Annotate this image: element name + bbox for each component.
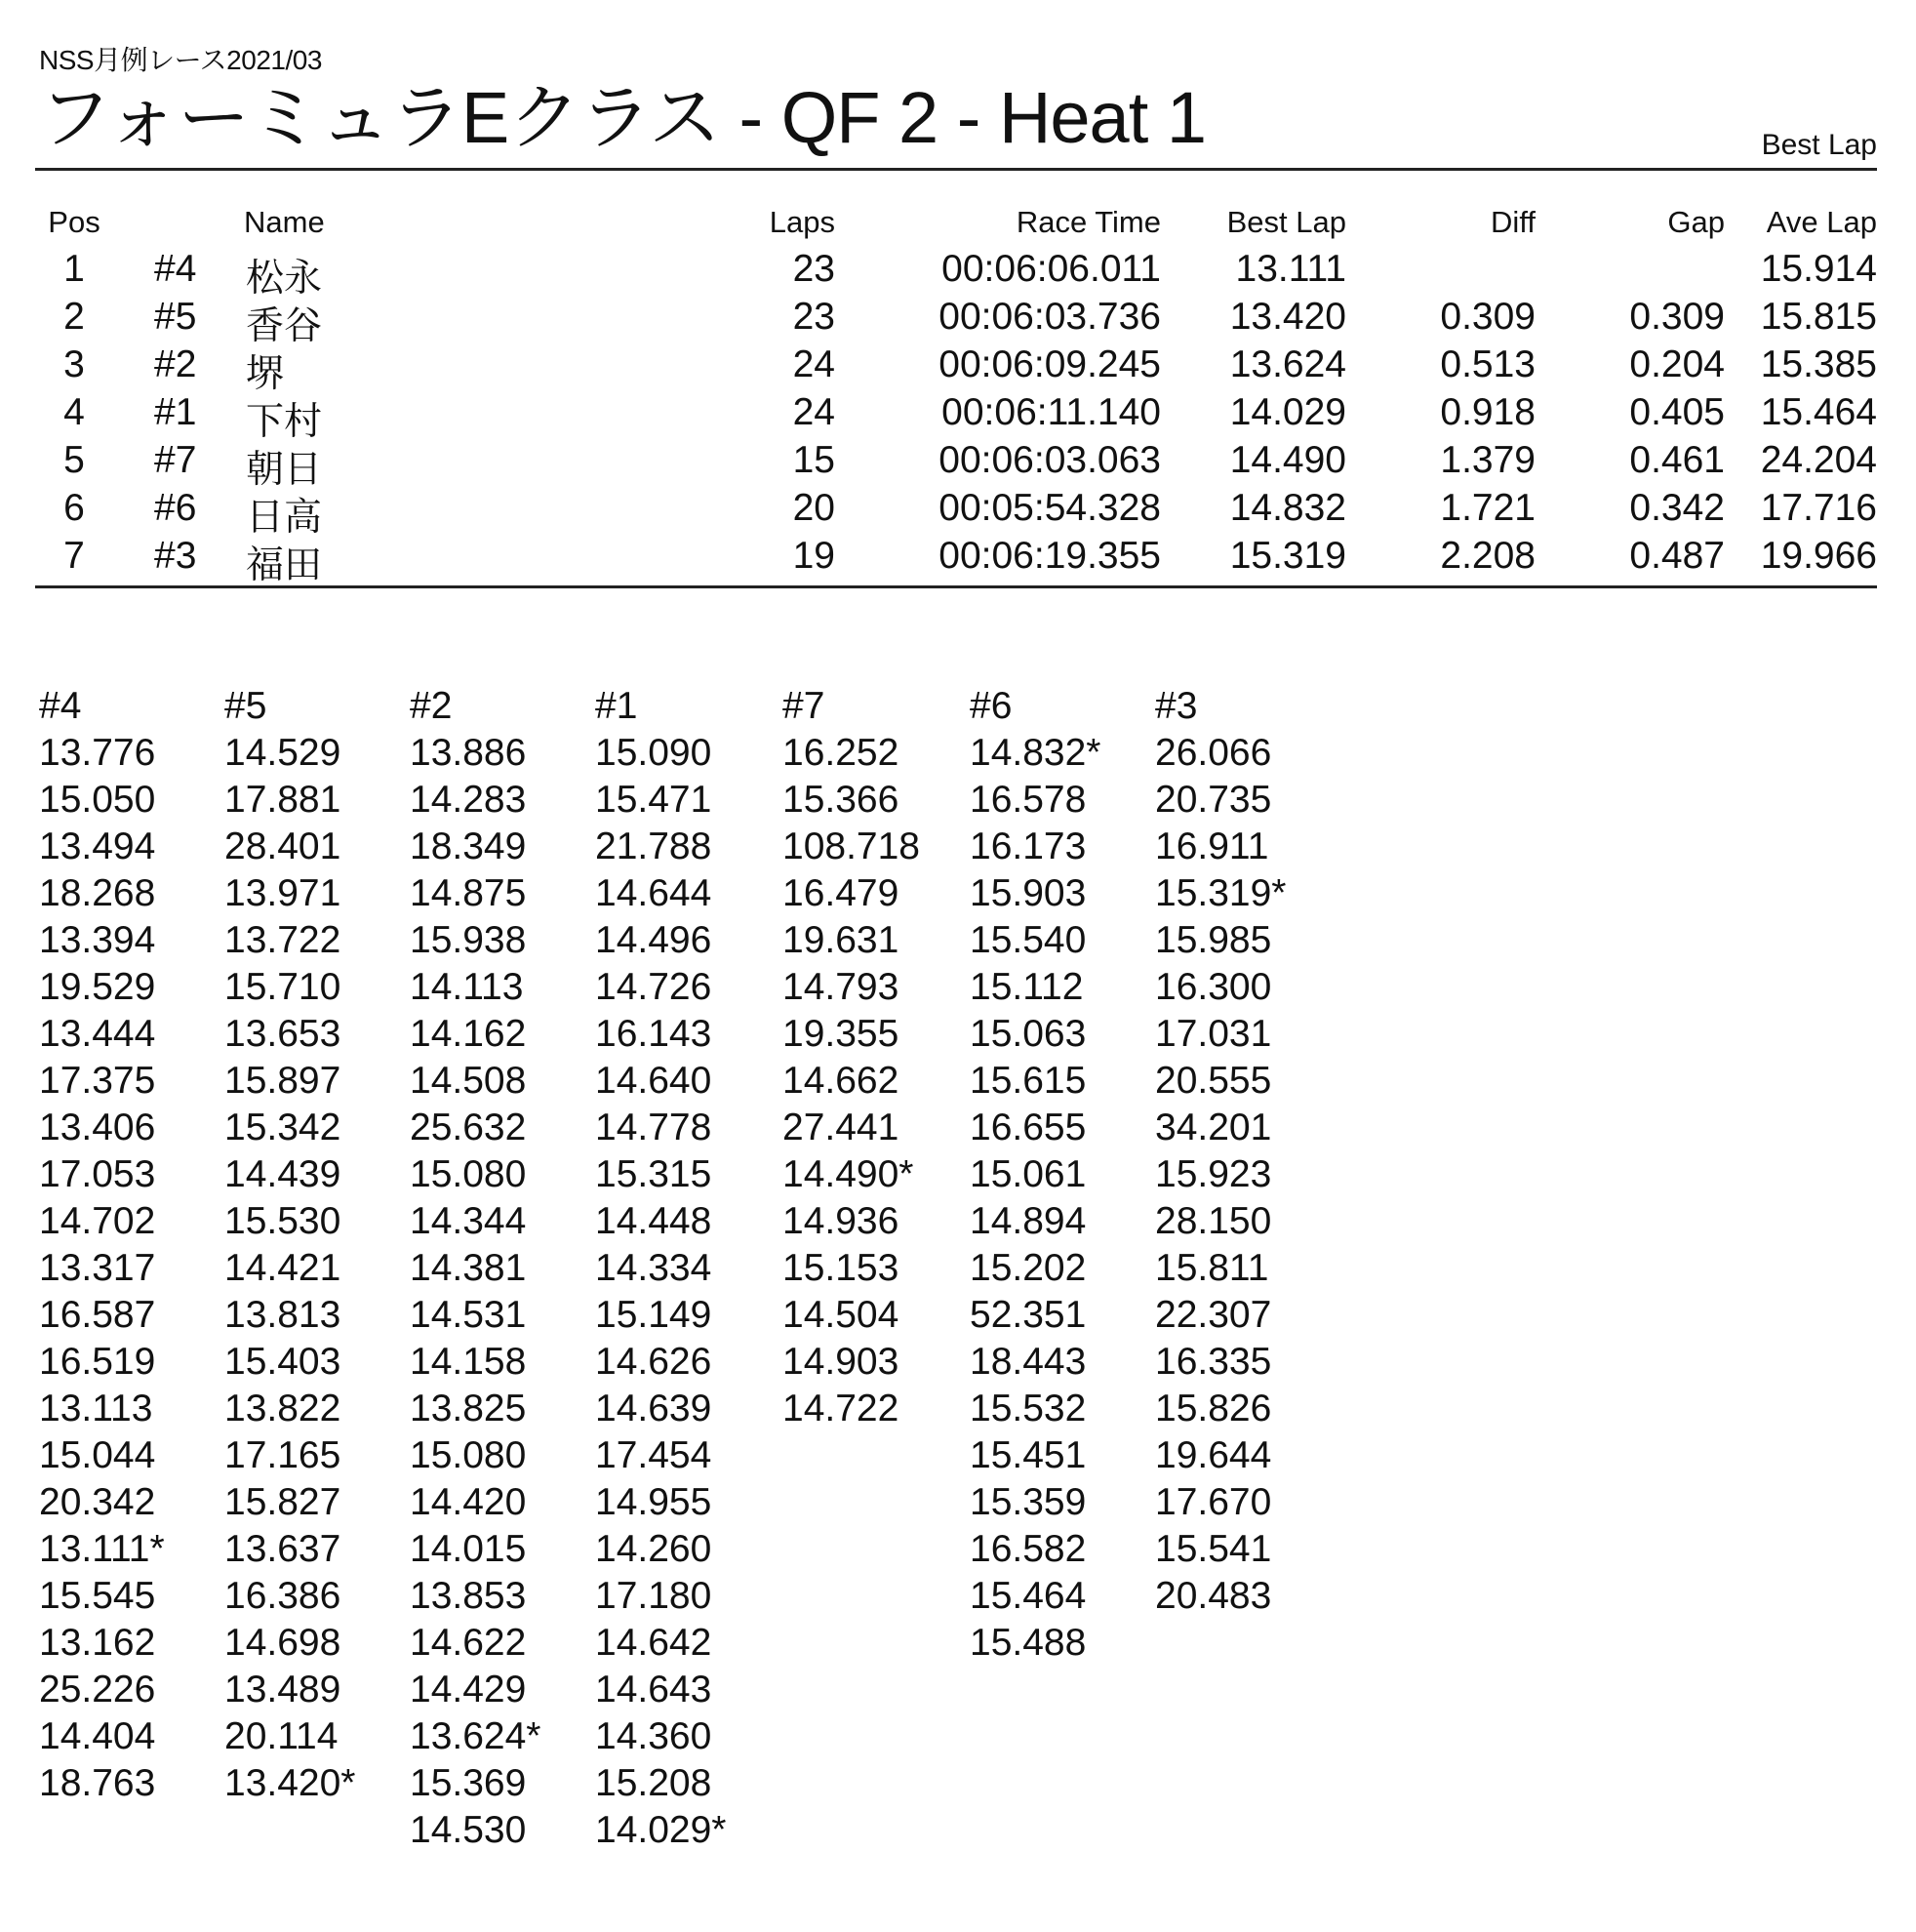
result-laps: 24 bbox=[792, 391, 835, 433]
col-header-race-time: Race Time bbox=[1016, 205, 1161, 239]
result-pos: 3 bbox=[63, 343, 85, 385]
lap-time: 15.540 bbox=[970, 919, 1087, 961]
result-car-number: #4 bbox=[154, 248, 197, 290]
lap-time: 14.448 bbox=[595, 1200, 712, 1242]
lap-time: 20.555 bbox=[1155, 1060, 1272, 1102]
result-best-lap: 15.319 bbox=[1229, 535, 1346, 577]
lap-column bbox=[224, 683, 410, 1807]
result-row bbox=[39, 439, 1877, 491]
col-header-name: Name bbox=[244, 205, 325, 239]
lap-column-car-number: #3 bbox=[1155, 685, 1198, 727]
lap-time: 13.825 bbox=[410, 1388, 527, 1429]
result-row bbox=[39, 343, 1877, 395]
result-driver-name: 朝日 bbox=[246, 449, 323, 491]
result-car-number: #2 bbox=[154, 343, 197, 385]
lap-time: 25.632 bbox=[410, 1107, 527, 1148]
lap-time: 14.504 bbox=[782, 1294, 899, 1336]
lap-time: 13.813 bbox=[224, 1294, 341, 1336]
lap-time: 15.541 bbox=[1155, 1528, 1272, 1570]
result-ave-lap: 15.464 bbox=[1760, 391, 1877, 433]
lap-time: 17.881 bbox=[224, 779, 341, 821]
result-best-lap: 14.490 bbox=[1229, 439, 1346, 481]
lap-time: 13.406 bbox=[39, 1107, 156, 1148]
lap-time: 15.369 bbox=[410, 1762, 527, 1804]
lap-time: 13.971 bbox=[224, 872, 341, 914]
col-header-ave-lap: Ave Lap bbox=[1766, 205, 1877, 239]
result-car-number: #1 bbox=[154, 391, 197, 433]
result-row bbox=[39, 296, 1877, 347]
lap-time: 18.349 bbox=[410, 825, 527, 867]
col-header-best-lap: Best Lap bbox=[1226, 205, 1346, 239]
result-pos: 1 bbox=[63, 248, 85, 290]
result-race-time: 00:06:06.011 bbox=[941, 248, 1161, 290]
result-car-number: #5 bbox=[154, 296, 197, 338]
lap-time: 20.735 bbox=[1155, 779, 1272, 821]
lap-time: 16.386 bbox=[224, 1575, 341, 1617]
lap-time: 14.381 bbox=[410, 1247, 527, 1289]
result-laps: 19 bbox=[792, 535, 835, 577]
result-driver-name: 香谷 bbox=[246, 305, 323, 347]
lap-time: 14.722 bbox=[782, 1388, 899, 1429]
result-car-number: #7 bbox=[154, 439, 197, 481]
lap-time: 17.670 bbox=[1155, 1481, 1272, 1523]
lap-time: 14.404 bbox=[39, 1715, 156, 1757]
lap-time: 14.875 bbox=[410, 872, 527, 914]
lap-time: 15.342 bbox=[224, 1107, 341, 1148]
result-ave-lap: 17.716 bbox=[1760, 487, 1877, 529]
bottom-divider bbox=[35, 585, 1877, 588]
lap-time: 14.626 bbox=[595, 1341, 712, 1383]
lap-column bbox=[595, 683, 780, 1854]
result-best-lap: 14.832 bbox=[1229, 487, 1346, 529]
lap-time: 14.529 bbox=[224, 732, 341, 774]
result-laps: 23 bbox=[792, 248, 835, 290]
lap-time: 13.637 bbox=[224, 1528, 341, 1570]
lap-time: 15.080 bbox=[410, 1434, 527, 1476]
result-diff: 2.208 bbox=[1440, 535, 1536, 577]
result-best-lap: 13.624 bbox=[1229, 343, 1346, 385]
result-race-time: 00:06:11.140 bbox=[941, 391, 1161, 433]
lap-time: 13.111* bbox=[39, 1528, 165, 1570]
lap-time: 15.080 bbox=[410, 1153, 527, 1195]
result-best-lap: 14.029 bbox=[1229, 391, 1346, 433]
lap-time: 13.394 bbox=[39, 919, 156, 961]
lap-time: 15.063 bbox=[970, 1013, 1087, 1055]
lap-time: 14.793 bbox=[782, 966, 899, 1008]
result-gap: 0.204 bbox=[1629, 343, 1725, 385]
lap-time: 14.530 bbox=[410, 1809, 527, 1851]
result-laps: 20 bbox=[792, 487, 835, 529]
lap-time: 16.582 bbox=[970, 1528, 1087, 1570]
lap-time: 20.342 bbox=[39, 1481, 156, 1523]
lap-time: 15.545 bbox=[39, 1575, 156, 1617]
lap-column bbox=[410, 683, 595, 1854]
result-best-lap: 13.420 bbox=[1229, 296, 1346, 338]
result-diff: 0.513 bbox=[1440, 343, 1536, 385]
lap-time: 17.053 bbox=[39, 1153, 156, 1195]
lap-time: 14.832* bbox=[970, 732, 1101, 774]
result-row bbox=[39, 535, 1877, 586]
lap-time: 14.113 bbox=[410, 966, 524, 1008]
result-gap: 0.461 bbox=[1629, 439, 1725, 481]
result-pos: 5 bbox=[63, 439, 85, 481]
result-race-time: 00:06:03.736 bbox=[938, 296, 1161, 338]
lap-time: 14.894 bbox=[970, 1200, 1087, 1242]
lap-time: 17.454 bbox=[595, 1434, 712, 1476]
lap-time: 13.886 bbox=[410, 732, 527, 774]
lap-column-car-number: #4 bbox=[39, 685, 82, 727]
result-diff: 1.379 bbox=[1440, 439, 1536, 481]
lap-time: 13.853 bbox=[410, 1575, 527, 1617]
lap-time: 13.494 bbox=[39, 825, 156, 867]
lap-time: 19.529 bbox=[39, 966, 156, 1008]
lap-time: 14.531 bbox=[410, 1294, 527, 1336]
result-race-time: 00:06:19.355 bbox=[938, 535, 1161, 577]
lap-time: 14.029* bbox=[595, 1809, 727, 1851]
result-gap: 0.309 bbox=[1629, 296, 1725, 338]
lap-time: 20.114 bbox=[224, 1715, 339, 1757]
lap-time: 15.050 bbox=[39, 779, 156, 821]
lap-time: 22.307 bbox=[1155, 1294, 1272, 1336]
lap-time: 14.643 bbox=[595, 1669, 712, 1711]
lap-time: 13.489 bbox=[224, 1669, 341, 1711]
result-ave-lap: 15.914 bbox=[1760, 248, 1877, 290]
result-gap: 0.342 bbox=[1629, 487, 1725, 529]
lap-time: 13.162 bbox=[39, 1622, 156, 1664]
lap-column bbox=[970, 683, 1155, 1667]
lap-time: 13.317 bbox=[39, 1247, 156, 1289]
lap-time: 14.429 bbox=[410, 1669, 527, 1711]
lap-time: 15.471 bbox=[595, 779, 712, 821]
lap-time: 15.710 bbox=[224, 966, 341, 1008]
result-laps: 23 bbox=[792, 296, 835, 338]
lap-time: 16.587 bbox=[39, 1294, 156, 1336]
col-header-laps: Laps bbox=[769, 205, 835, 239]
lap-time: 16.335 bbox=[1155, 1341, 1272, 1383]
top-divider bbox=[35, 168, 1877, 171]
lap-column bbox=[1155, 683, 1340, 1620]
lap-time: 14.496 bbox=[595, 919, 712, 961]
lap-time: 14.334 bbox=[595, 1247, 712, 1289]
lap-time: 19.644 bbox=[1155, 1434, 1272, 1476]
result-race-time: 00:06:09.245 bbox=[938, 343, 1161, 385]
col-header-pos: Pos bbox=[48, 205, 100, 239]
result-pos: 4 bbox=[63, 391, 85, 433]
lap-time: 14.283 bbox=[410, 779, 527, 821]
lap-time: 14.622 bbox=[410, 1622, 527, 1664]
lap-time: 14.421 bbox=[224, 1247, 341, 1289]
results-table bbox=[39, 205, 1877, 586]
result-ave-lap: 15.815 bbox=[1760, 296, 1877, 338]
lap-time: 13.822 bbox=[224, 1388, 341, 1429]
col-header-diff: Diff bbox=[1491, 205, 1536, 239]
lap-time: 13.776 bbox=[39, 732, 156, 774]
lap-time: 20.483 bbox=[1155, 1575, 1272, 1617]
lap-time: 14.639 bbox=[595, 1388, 712, 1429]
lap-time: 14.955 bbox=[595, 1481, 712, 1523]
result-diff: 1.721 bbox=[1440, 487, 1536, 529]
result-diff: 0.918 bbox=[1440, 391, 1536, 433]
lap-time: 14.015 bbox=[410, 1528, 527, 1570]
lap-time: 13.722 bbox=[224, 919, 341, 961]
lap-column-car-number: #2 bbox=[410, 685, 453, 727]
lap-time: 16.911 bbox=[1155, 825, 1269, 867]
lap-time: 15.530 bbox=[224, 1200, 341, 1242]
lap-time: 17.375 bbox=[39, 1060, 156, 1102]
lap-time: 34.201 bbox=[1155, 1107, 1272, 1148]
result-race-time: 00:05:54.328 bbox=[938, 487, 1161, 529]
lap-time: 13.624* bbox=[410, 1715, 541, 1757]
lap-time: 17.165 bbox=[224, 1434, 341, 1476]
lap-time: 15.090 bbox=[595, 732, 712, 774]
lap-time: 21.788 bbox=[595, 825, 712, 867]
lap-time: 15.202 bbox=[970, 1247, 1087, 1289]
lap-time: 28.150 bbox=[1155, 1200, 1272, 1242]
lap-time: 19.631 bbox=[782, 919, 899, 961]
lap-time: 28.401 bbox=[224, 825, 341, 867]
lap-time: 18.443 bbox=[970, 1341, 1087, 1383]
lap-time: 14.158 bbox=[410, 1341, 527, 1383]
lap-time: 15.811 bbox=[1155, 1247, 1269, 1289]
lap-time: 13.653 bbox=[224, 1013, 341, 1055]
result-driver-name: 堺 bbox=[246, 353, 285, 395]
result-laps: 24 bbox=[792, 343, 835, 385]
result-pos: 6 bbox=[63, 487, 85, 529]
lap-time: 14.726 bbox=[595, 966, 712, 1008]
result-row bbox=[39, 487, 1877, 539]
lap-time: 16.655 bbox=[970, 1107, 1087, 1148]
lap-time: 15.208 bbox=[595, 1762, 712, 1804]
lap-time: 15.153 bbox=[782, 1247, 899, 1289]
lap-time: 108.718 bbox=[782, 825, 920, 867]
event-name: NSS月例レース2021/03 bbox=[39, 45, 322, 75]
result-pos: 2 bbox=[63, 296, 85, 338]
result-driver-name: 下村 bbox=[246, 401, 323, 443]
result-driver-name: 日高 bbox=[246, 497, 323, 539]
result-ave-lap: 15.385 bbox=[1760, 343, 1877, 385]
lap-time: 14.508 bbox=[410, 1060, 527, 1102]
lap-time: 14.420 bbox=[410, 1481, 527, 1523]
lap-column-car-number: #7 bbox=[782, 685, 825, 727]
lap-time: 25.226 bbox=[39, 1669, 156, 1711]
lap-time: 19.355 bbox=[782, 1013, 899, 1055]
lap-time: 14.260 bbox=[595, 1528, 712, 1570]
result-driver-name: 福田 bbox=[246, 544, 323, 586]
lap-time: 14.490* bbox=[782, 1153, 914, 1195]
result-row bbox=[39, 391, 1877, 443]
lap-column-car-number: #1 bbox=[595, 685, 638, 727]
lap-time: 15.366 bbox=[782, 779, 899, 821]
result-gap: 0.487 bbox=[1629, 535, 1725, 577]
lap-time: 16.173 bbox=[970, 825, 1087, 867]
lap-time: 15.897 bbox=[224, 1060, 341, 1102]
result-race-time: 00:06:03.063 bbox=[938, 439, 1161, 481]
lap-time: 15.112 bbox=[970, 966, 1084, 1008]
result-diff: 0.309 bbox=[1440, 296, 1536, 338]
lap-time: 16.143 bbox=[595, 1013, 712, 1055]
lap-time: 15.488 bbox=[970, 1622, 1087, 1664]
sort-label: Best Lap bbox=[1761, 129, 1877, 161]
lap-column-car-number: #5 bbox=[224, 685, 267, 727]
lap-time: 15.464 bbox=[970, 1575, 1087, 1617]
lap-time: 15.532 bbox=[970, 1388, 1087, 1429]
lap-time: 13.444 bbox=[39, 1013, 156, 1055]
lap-time: 15.615 bbox=[970, 1060, 1087, 1102]
lap-time: 15.827 bbox=[224, 1481, 341, 1523]
lap-time: 15.061 bbox=[970, 1153, 1087, 1195]
lap-time: 15.315 bbox=[595, 1153, 712, 1195]
lap-column bbox=[782, 683, 968, 1432]
lap-time: 14.439 bbox=[224, 1153, 341, 1195]
lap-time: 14.344 bbox=[410, 1200, 527, 1242]
result-pos: 7 bbox=[63, 535, 85, 577]
result-best-lap: 13.111 bbox=[1235, 248, 1346, 290]
lap-time: 16.252 bbox=[782, 732, 899, 774]
lap-time: 14.936 bbox=[782, 1200, 899, 1242]
lap-column bbox=[39, 683, 224, 1807]
lap-time: 15.359 bbox=[970, 1481, 1087, 1523]
lap-time: 16.479 bbox=[782, 872, 899, 914]
lap-time: 15.938 bbox=[410, 919, 527, 961]
result-car-number: #6 bbox=[154, 487, 197, 529]
lap-time: 15.826 bbox=[1155, 1388, 1272, 1429]
lap-time: 14.698 bbox=[224, 1622, 341, 1664]
results-header-row bbox=[39, 205, 1877, 248]
lap-time: 18.763 bbox=[39, 1762, 156, 1804]
lap-time: 17.180 bbox=[595, 1575, 712, 1617]
lap-time: 15.923 bbox=[1155, 1153, 1272, 1195]
lap-time: 52.351 bbox=[970, 1294, 1087, 1336]
lap-time: 15.149 bbox=[595, 1294, 712, 1336]
lap-time: 27.441 bbox=[782, 1107, 899, 1148]
lap-time: 26.066 bbox=[1155, 732, 1272, 774]
lap-time: 15.903 bbox=[970, 872, 1087, 914]
col-header-gap: Gap bbox=[1667, 205, 1725, 239]
lap-time: 14.640 bbox=[595, 1060, 712, 1102]
lap-time: 15.044 bbox=[39, 1434, 156, 1476]
lap-time: 15.451 bbox=[970, 1434, 1087, 1476]
lap-time: 17.031 bbox=[1155, 1013, 1272, 1055]
lap-time: 18.268 bbox=[39, 872, 156, 914]
lap-time: 16.578 bbox=[970, 779, 1087, 821]
lap-time: 15.319* bbox=[1155, 872, 1287, 914]
result-ave-lap: 24.204 bbox=[1760, 439, 1877, 481]
result-laps: 15 bbox=[792, 439, 835, 481]
lap-time: 16.519 bbox=[39, 1341, 156, 1383]
lap-time: 14.778 bbox=[595, 1107, 712, 1148]
result-driver-name: 松永 bbox=[246, 258, 323, 300]
lap-time: 15.403 bbox=[224, 1341, 341, 1383]
lap-time: 14.644 bbox=[595, 872, 712, 914]
page-title: フォーミュラEクラス - QF 2 - Heat 1 bbox=[39, 77, 1206, 158]
result-ave-lap: 19.966 bbox=[1760, 535, 1877, 577]
lap-time: 14.903 bbox=[782, 1341, 899, 1383]
lap-column-car-number: #6 bbox=[970, 685, 1013, 727]
results-body bbox=[39, 248, 1877, 586]
lap-time: 14.642 bbox=[595, 1622, 712, 1664]
lap-time: 14.360 bbox=[595, 1715, 712, 1757]
lap-time: 16.300 bbox=[1155, 966, 1272, 1008]
lap-time: 15.985 bbox=[1155, 919, 1272, 961]
lap-time: 14.702 bbox=[39, 1200, 156, 1242]
lap-time: 14.662 bbox=[782, 1060, 899, 1102]
result-row bbox=[39, 248, 1877, 300]
lap-time: 13.113 bbox=[39, 1388, 153, 1429]
lap-time: 13.420* bbox=[224, 1762, 356, 1804]
lap-time: 14.162 bbox=[410, 1013, 527, 1055]
result-car-number: #3 bbox=[154, 535, 197, 577]
result-gap: 0.405 bbox=[1629, 391, 1725, 433]
